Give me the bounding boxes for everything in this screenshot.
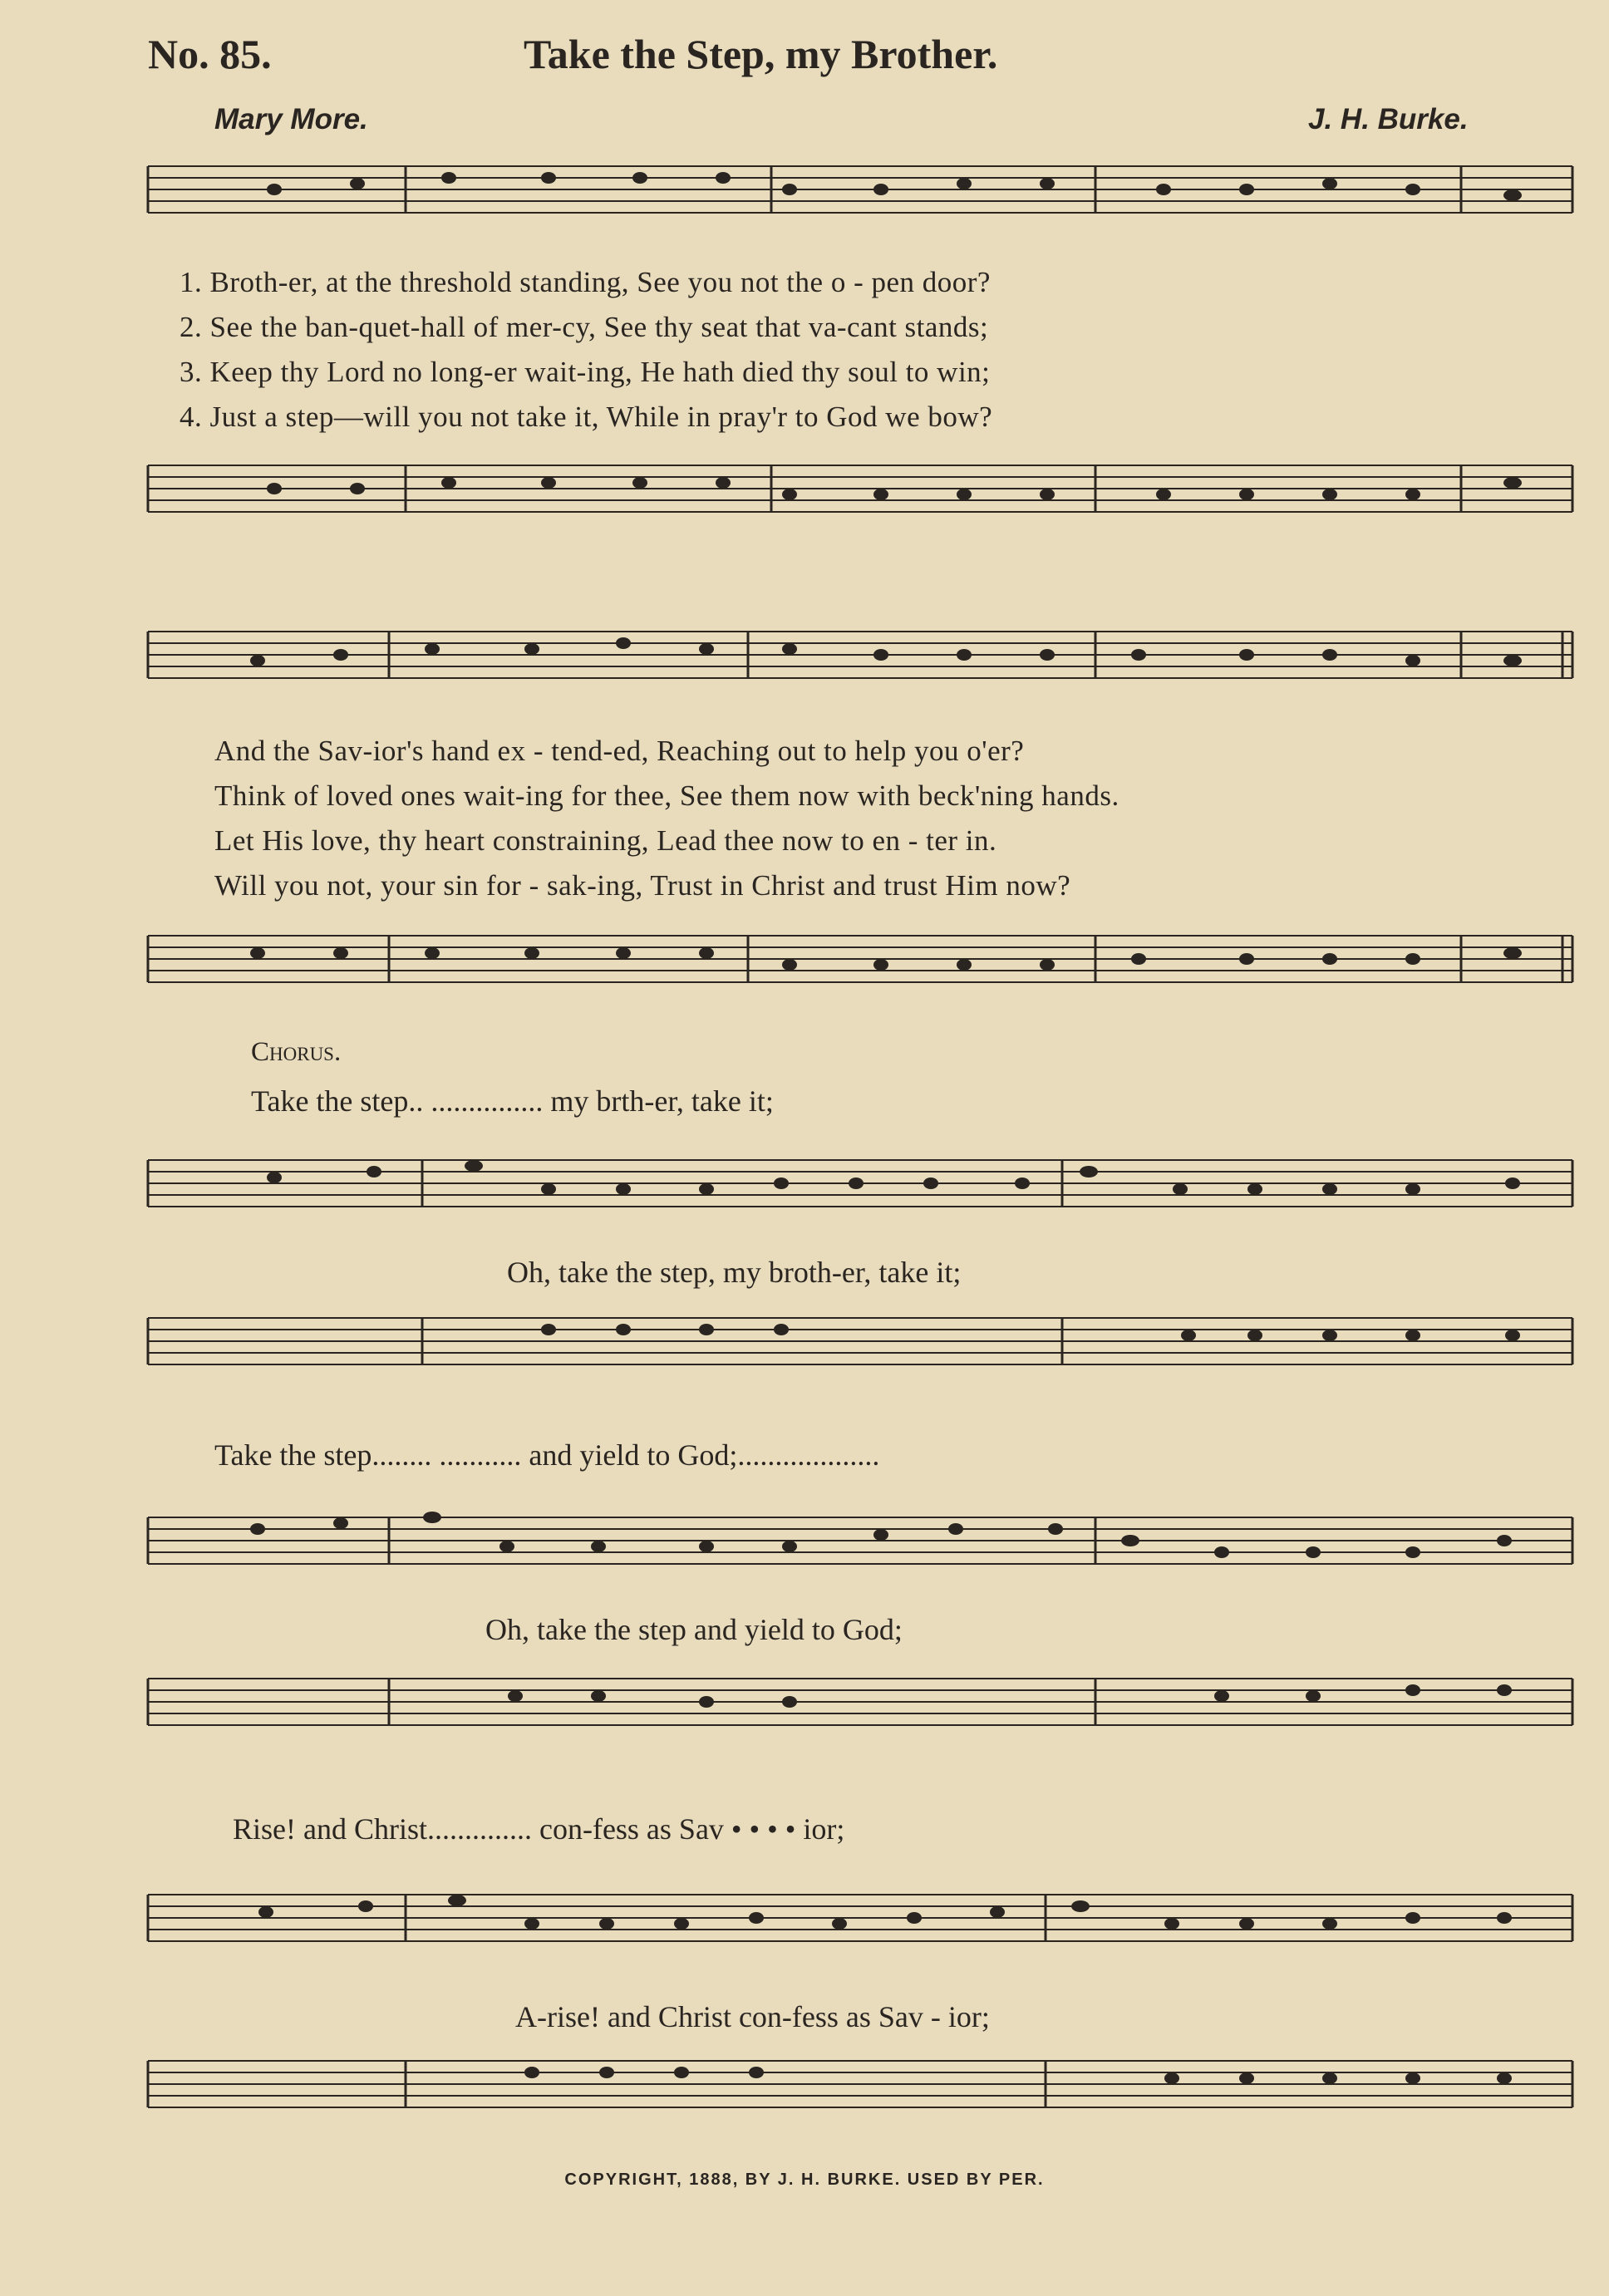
verse-3-line-b: Let His love, thy heart constraining, Lead thee now to en - ter in.: [214, 824, 997, 857]
verse-2-line-b: Think of loved ones wait-ing for thee, See them now with beck'ning hands.: [214, 779, 1119, 812]
chorus-bass-staff-1: [0, 1301, 1609, 1393]
treble-staff-2: [0, 615, 1609, 698]
verse-1-line-a: 1. Broth-er, at the threshold standing, See you not the o - pen door?: [180, 266, 991, 298]
copyright-notice: COPYRIGHT, 1888, BY J. H. BURKE. USED BY PER.: [564, 2171, 1045, 2189]
chorus-bass-staff-3: [0, 2044, 1609, 2136]
chorus-treble-staff-2: [0, 1501, 1609, 1584]
chorus-1-lower-lyric: Oh, take the step, my broth-er, take it;: [507, 1256, 962, 1289]
verse-3-line-a: 3. Keep thy Lord no long-er wait-ing, He hath died thy soul to win;: [180, 356, 991, 388]
chorus-3-upper-lyric: Rise! and Christ.............. con-fess as Sav • • • • ior;: [233, 1812, 845, 1846]
composer-credit: J. H. Burke.: [1308, 103, 1469, 135]
hymn-number: No. 85.: [148, 31, 272, 77]
chorus-3-lower-lyric: A-rise! and Christ con-fess as Sav - ior;: [515, 2000, 990, 2033]
verse-4-line-b: Will you not, your sin for - sak-ing, Trust in Christ and trust Him now?: [214, 869, 1071, 902]
hymn-title: Take the Step, my Brother.: [524, 31, 998, 77]
bass-staff-2: [0, 919, 1609, 1010]
chorus-2-lower-lyric: Oh, take the step and yield to God;: [485, 1613, 903, 1646]
chorus-label: Chorus.: [251, 1037, 342, 1067]
bass-staff-1: [0, 449, 1609, 540]
chorus-treble-staff-3: [0, 1878, 1609, 1961]
chorus-treble-staff-1: [0, 1143, 1609, 1227]
verse-2-line-a: 2. See the ban-quet-hall of mer-cy, See thy seat that va-cant stands;: [180, 311, 989, 343]
verse-1-line-b: And the Sav-ior's hand ex - tend-ed, Reaching out to help you o'er?: [214, 735, 1025, 767]
chorus-bass-staff-2: [0, 1662, 1609, 1753]
verse-4-line-a: 4. Just a step—will you not take it, While in pray'r to God we bow?: [180, 401, 993, 433]
chorus-1-upper-lyric: Take the step.. ............... my brth-er, take it;: [251, 1084, 774, 1118]
treble-staff-1: [0, 150, 1609, 233]
chorus-2-upper-lyric: Take the step........ ........... and yield to God;...................: [214, 1438, 880, 1472]
lyricist-credit: Mary More.: [214, 103, 368, 135]
